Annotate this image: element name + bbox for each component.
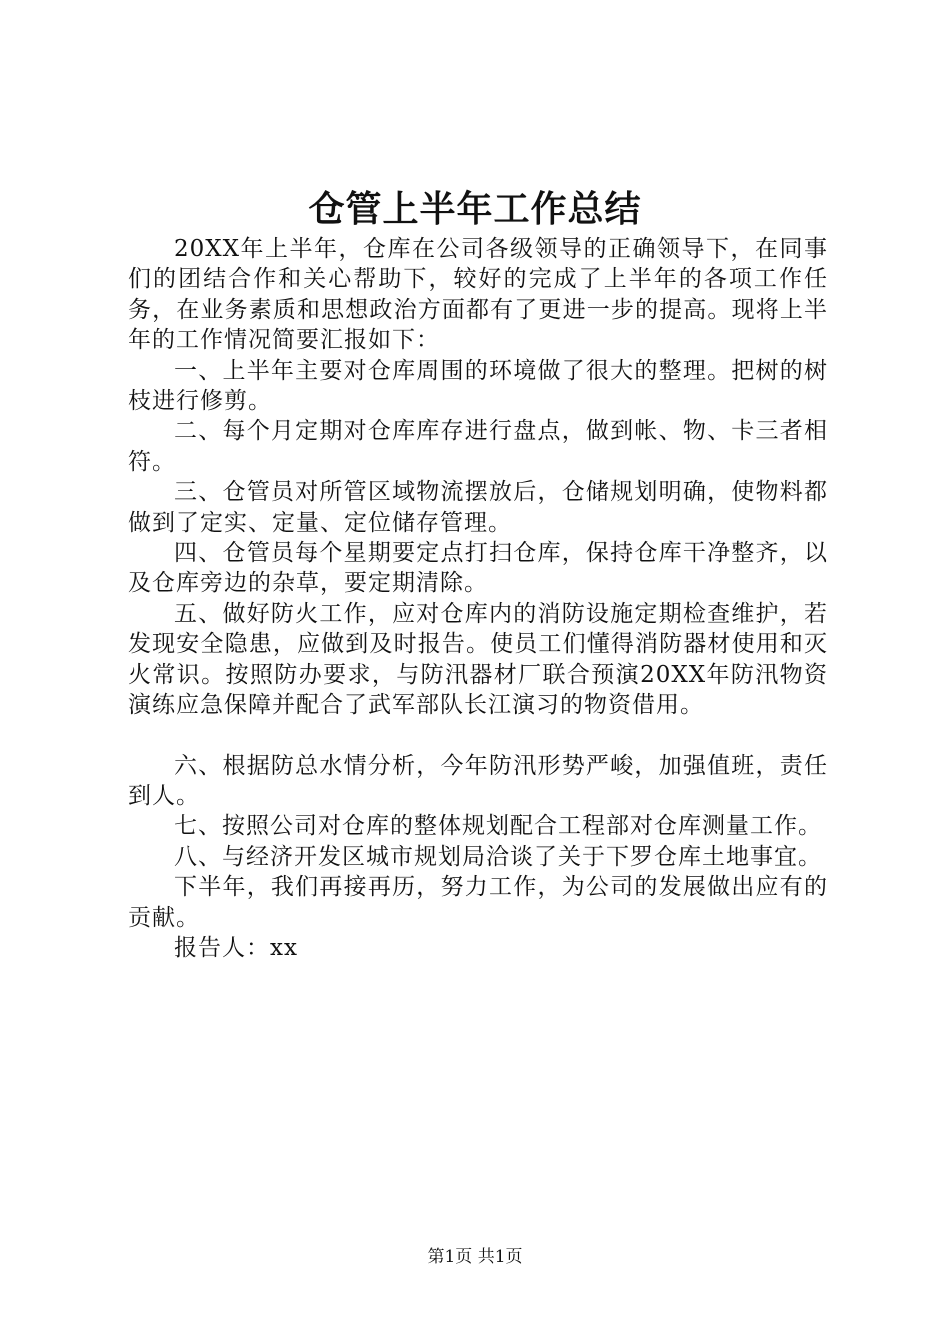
- paragraph-item-7: 七、按照公司对仓库的整体规划配合工程部对仓库测量工作。: [174, 813, 822, 840]
- paragraph-intro: 20XX年上半年，仓库在公司各级领导的正确领导下，在同事们的团结合作和关心帮助下，较好的完成了上半年的各项工作任务，在业务素质和思想政治方面都有了更进一步的提高。现将上半年的工作情况简要汇报如下：: [128, 236, 828, 354]
- document-body: [128, 234, 828, 963]
- reporter-line: 报告人：xx: [174, 934, 298, 961]
- paragraph-item-4: 四、仓管员每个星期要定点打扫仓库，保持仓库干净整齐，以及仓库旁边的杂草，要定期清除。: [128, 540, 828, 597]
- paragraph-conclusion: 下半年，我们再接再历，努力工作，为公司的发展做出应有的贡献。: [128, 874, 828, 931]
- paragraph-item-6: 六、根据防总水情分析，今年防汛形势严峻，加强值班，责任到人。: [128, 752, 828, 809]
- paragraph-item-2: 二、每个月定期对仓库库存进行盘点，做到帐、物、卡三者相符。: [128, 418, 828, 475]
- page-number-footer: 第1页 共1页: [427, 1247, 523, 1267]
- paragraph-item-1: 一、上半年主要对仓库周围的环境做了很大的整理。把树的树枝进行修剪。: [128, 357, 828, 415]
- paragraph-item-5: 五、做好防火工作，应对仓库内的消防设施定期检查维护，若发现安全隐患，应做到及时报告。使员工们懂得消防器材使用和灭火常识。按照防办要求，与防汛器材厂联合预演20XX年防汛物资演练应急保障并配合了武军部队长江演习的物资借用。: [128, 600, 828, 719]
- paragraph-item-8: 八、与经济开发区城市规划局洽谈了关于下罗仓库土地事宜。: [174, 843, 822, 870]
- paragraph-item-3: 三、仓管员对所管区域物流摆放后，仓储规划明确，使物料都做到了定实、定量、定位储存管理。: [128, 479, 828, 536]
- document-title: 仓管上半年工作总结: [308, 189, 642, 230]
